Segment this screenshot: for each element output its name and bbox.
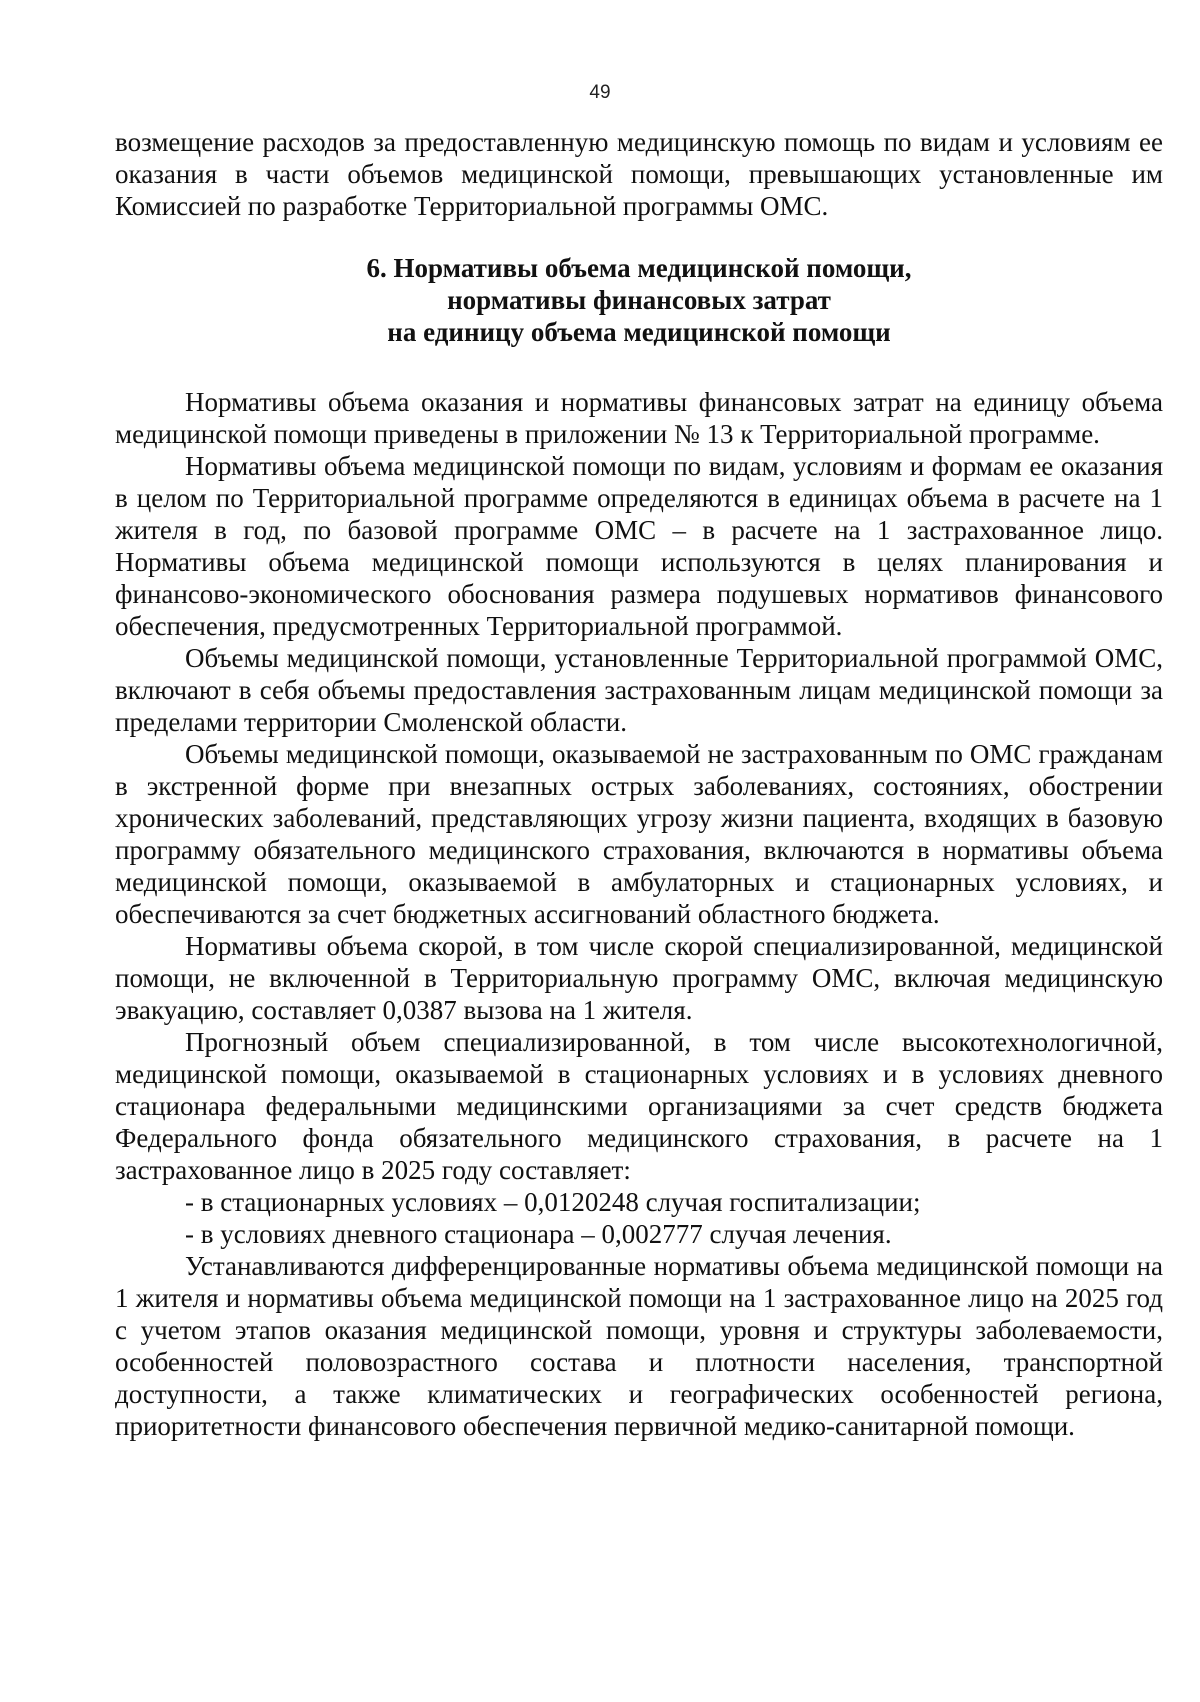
paragraph-uninsured-emergency: Объемы медицинской помощи, оказываемой не застрахованным по ОМС гражданам в экстренной форме при внезапных острых заболеваниях, состояниях, обострении хронических заболеваний, представляющих угрозу жизни пациента, входящих в базовую программу обязательного медицинского страхования, включаются в нормативы объема медицинской помощи, оказываемой в амбулаторных и стационарных условиях, и обеспечиваются за счет бюджетных ассигнований областного бюджета. bbox=[115, 739, 1163, 929]
list-item-day-hospital: - в условиях дневного стационара – 0,002777 случая лечения. bbox=[185, 1219, 892, 1249]
section-heading-line: на единицу объема медицинской помощи bbox=[387, 317, 891, 347]
list-item-inpatient: - в стационарных условиях – 0,0120248 случая госпитализации; bbox=[185, 1187, 921, 1217]
paragraph-appendix-reference: Нормативы объема оказания и нормативы финансовых затрат на единицу объема медицинской помощи приведены в приложении № 13 к Территориальной программе. bbox=[115, 387, 1163, 449]
final-paragraph: Устанавливаются дифференцированные нормативы объема медицинской помощи на 1 жителя и нормативы объема медицинской помощи на 1 застрахованное лицо на 2025 год с учетом этапов оказания медицинской помощи, уровня и структуры заболеваемости, особенностей половозрастного состава и плотности населения, транспортной доступности, а также климатических и географических особенностей региона, приоритетности финансового обеспечения первичной медико-санитарной помощи. bbox=[115, 1251, 1163, 1441]
section-heading bbox=[115, 252, 1163, 348]
paragraph-volume-norms: Нормативы объема медицинской помощи по видам, условиям и формам ее оказания в целом по Территориальной программе определяются в единицах объема в расчете на 1 жителя в год, по базовой программе ОМС – в расчете на 1 застрахованное лицо. Нормативы объема медицинской помощи используются в целях планирования и финансово-экономического обоснования размера подушевых нормативов финансового обеспечения, предусмотренных Территориальной программой. bbox=[115, 451, 1163, 641]
section-heading-line: нормативы финансовых затрат bbox=[447, 285, 831, 315]
paragraph-ambulance-norms: Нормативы объема скорой, в том числе скорой специализированной, медицинской помощи, не включенной в Территориальную программу ОМС, включая медицинскую эвакуацию, составляет 0,0387 вызова на 1 жителя. bbox=[115, 931, 1163, 1025]
paragraph-forecast-volume: Прогнозный объем специализированной, в том числе высокотехнологичной, медицинской помощи, оказываемой в стационарных условиях и в условиях дневного стационара федеральными медицинскими организациями за счет средств бюджета Федерального фонда обязательного медицинского страхования, в расчете на 1 застрахованное лицо в 2025 году составляет: bbox=[115, 1027, 1163, 1185]
page-number: 49 bbox=[589, 82, 611, 103]
intro-paragraph: возмещение расходов за предоставленную медицинскую помощь по видам и условиям ее оказания в части объемов медицинской помощи, превышающих установленные им Комиссией по разработке Территориальной программы ОМС. bbox=[115, 127, 1163, 221]
section-heading-line: 6. Нормативы объема медицинской помощи, bbox=[366, 253, 912, 283]
paragraph-volumes-outside-region: Объемы медицинской помощи, установленные Территориальной программой ОМС, включают в себя объемы предоставления застрахованным лицам медицинской помощи за пределами территории Смоленской области. bbox=[115, 643, 1163, 737]
document-body bbox=[115, 126, 1163, 1442]
